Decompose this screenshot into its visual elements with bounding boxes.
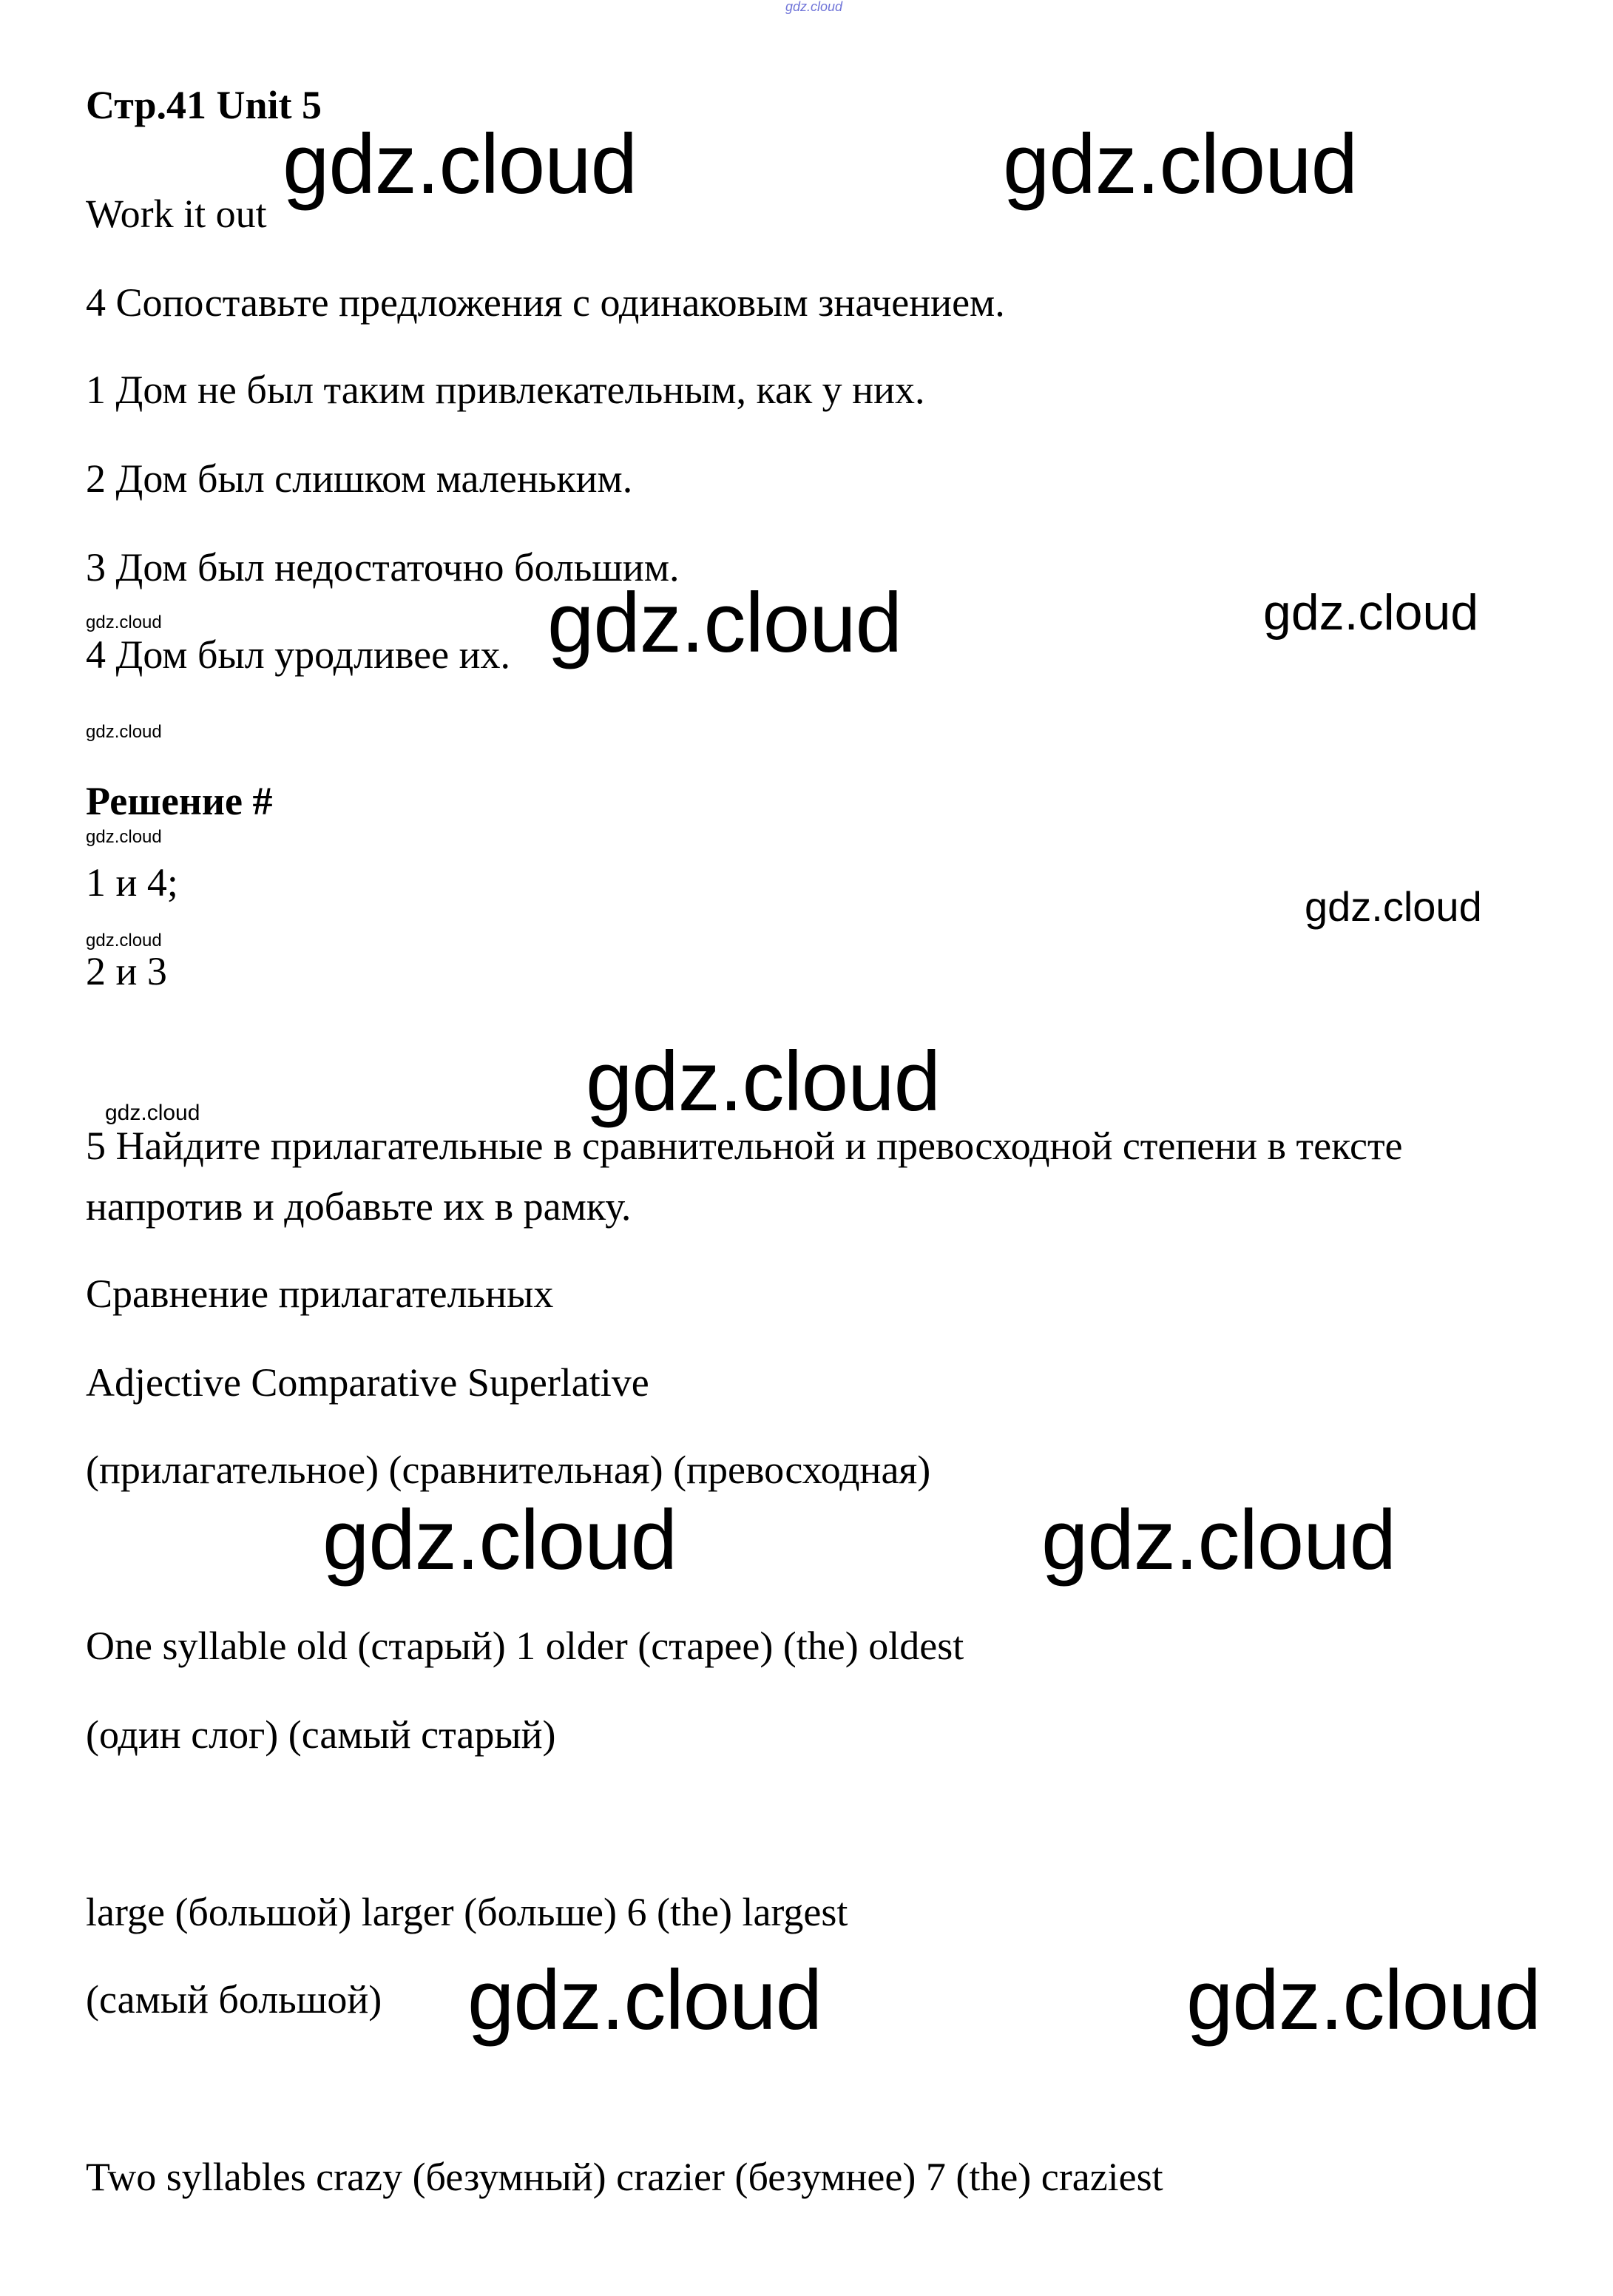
task4-item-2: 2 Дом был слишком маленьким. <box>86 456 633 501</box>
watermark: gdz.cloud <box>586 1035 941 1129</box>
solution-answer-2: 2 и 3 <box>86 949 167 993</box>
watermark: gdz.cloud <box>1041 1493 1396 1587</box>
watermark: gdz.cloud <box>283 118 638 212</box>
watermark: gdz.cloud <box>467 1954 822 2047</box>
watermark: gdz.cloud <box>322 1493 677 1587</box>
table-headers: Adjective Comparative Superlative <box>86 1360 649 1405</box>
page-title: Стр.41 Unit 5 <box>86 83 322 127</box>
task4-item-4: 4 Дом был уродливее их. <box>86 632 510 677</box>
section-heading: Work it out <box>86 192 267 236</box>
task4-item-1: 1 Дом не был таким привлекательным, как у них. <box>86 368 925 412</box>
watermark: gdz.cloud <box>1263 584 1479 641</box>
task4-item-3: 3 Дом был недостаточно большим. <box>86 545 680 590</box>
table-row: large (большой) larger (больше) 6 (the) largest <box>86 1890 848 1934</box>
watermark: gdz.cloud <box>1305 883 1482 930</box>
table-row: (один слог) (самый старый) <box>86 1712 556 1757</box>
task5-prompt-line-1: 5 Найдите прилагательные в сравнительной и превосходной степени в тексте <box>86 1124 1403 1168</box>
watermark: gdz.cloud <box>547 576 902 670</box>
table-headers-ru: (прилагательное) (сравнительная) (превосходная) <box>86 1448 931 1492</box>
table-row: One syllable old (старый) 1 older (старее) (the) oldest <box>86 1624 964 1668</box>
task5-prompt-line-2: напротив и добавьте их в рамку. <box>86 1184 632 1229</box>
watermark-small: gdz.cloud <box>86 827 162 847</box>
watermark-small: gdz.cloud <box>86 722 162 742</box>
solution-answer-1: 1 и 4; <box>86 860 178 905</box>
watermark-top: gdz.cloud <box>785 0 843 14</box>
watermark: gdz.cloud <box>1003 118 1358 212</box>
solution-heading: Решение # <box>86 779 273 823</box>
watermark-small: gdz.cloud <box>105 1101 200 1125</box>
task4-prompt: 4 Сопоставьте предложения с одинаковым значением. <box>86 280 1005 325</box>
table-row: Two syllables crazy (безумный) crazier (безумнее) 7 (the) craziest <box>86 2155 1163 2199</box>
table-title: Сравнение прилагательных <box>86 1272 554 1316</box>
watermark-small: gdz.cloud <box>86 931 162 951</box>
watermark-small: gdz.cloud <box>86 612 162 632</box>
watermark: gdz.cloud <box>1186 1954 1541 2047</box>
table-row: (самый большой) <box>86 1977 382 2022</box>
